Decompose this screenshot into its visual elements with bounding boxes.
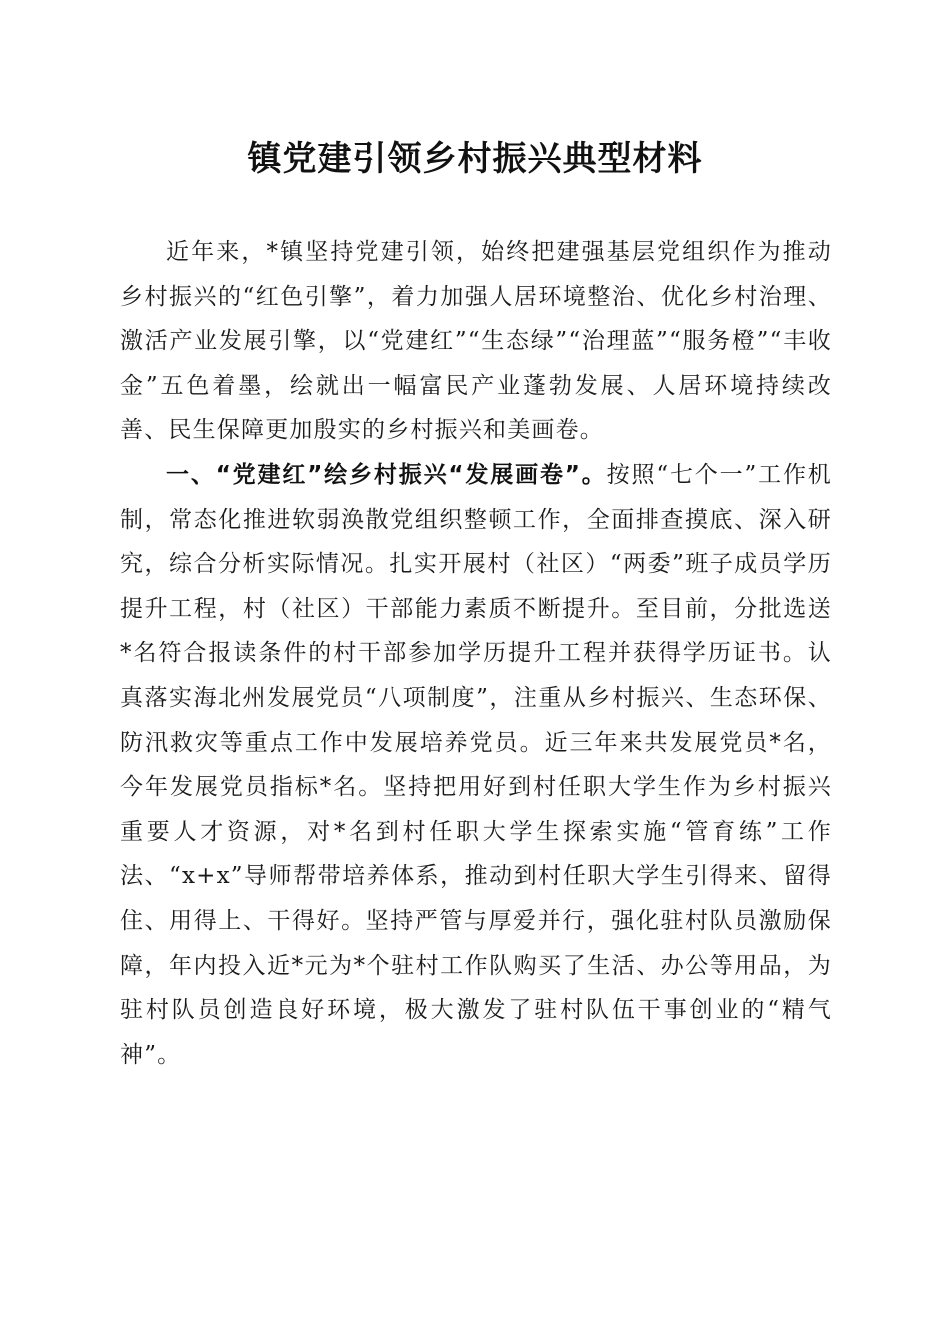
document-title: 镇党建引领乡村振兴典型材料: [247, 139, 703, 179]
section-1-paragraph: [120, 453, 832, 1077]
section-1-body: 按照“七个一”工作机制，常态化推进软弱涣散党组织整顿工作，全面排查摸底、深入研究，综合分析实际情况。扎实开展村（社区）“两委”班子成员学历提升工程，村（社区）干部能力素质不断提升。至目前，分批选送*名符合报读条件的村干部参加学历提升工程并获得学历证书。认真落实海北州发展党员“八项制度”，注重从乡村振兴、生态环保、防汛救灾等重点工作中发展培养党员。近三年来共发展党员*名，今年发展党员指标*名。坚持把用好到村任职大学生作为乡村振兴重要人才资源，对*名到村任职大学生探索实施“管育练”工作法、“x+x”导师帮带培养体系，推动到村任职大学生引得来、留得住、用得上、干得好。坚持严管与厚爱并行，强化驻村队员激励保障，年内投入近*元为*个驻村工作队购买了生活、办公等用品，为驻村队员创造良好环境，极大激发了驻村队伍干事创业的“精气神”。: [120, 461, 832, 1068]
section-1-heading: 一、“党建红”绘乡村振兴“发展画卷”。: [166, 461, 607, 488]
intro-paragraph: 近年来，*镇坚持党建引领，始终把建强基层党组织作为推动乡村振兴的“红色引擎”，着力加强人居环境整治、优化乡村治理、激活产业发展引擎，以“党建红”“生态绿”“治理蓝”“服务橙”“丰收金”五色着墨，绘就出一幅富民产业蓬勃发展、人居环境持续改善、民生保障更加殷实的乡村振兴和美画卷。: [120, 239, 832, 444]
document-body: [120, 230, 832, 1077]
